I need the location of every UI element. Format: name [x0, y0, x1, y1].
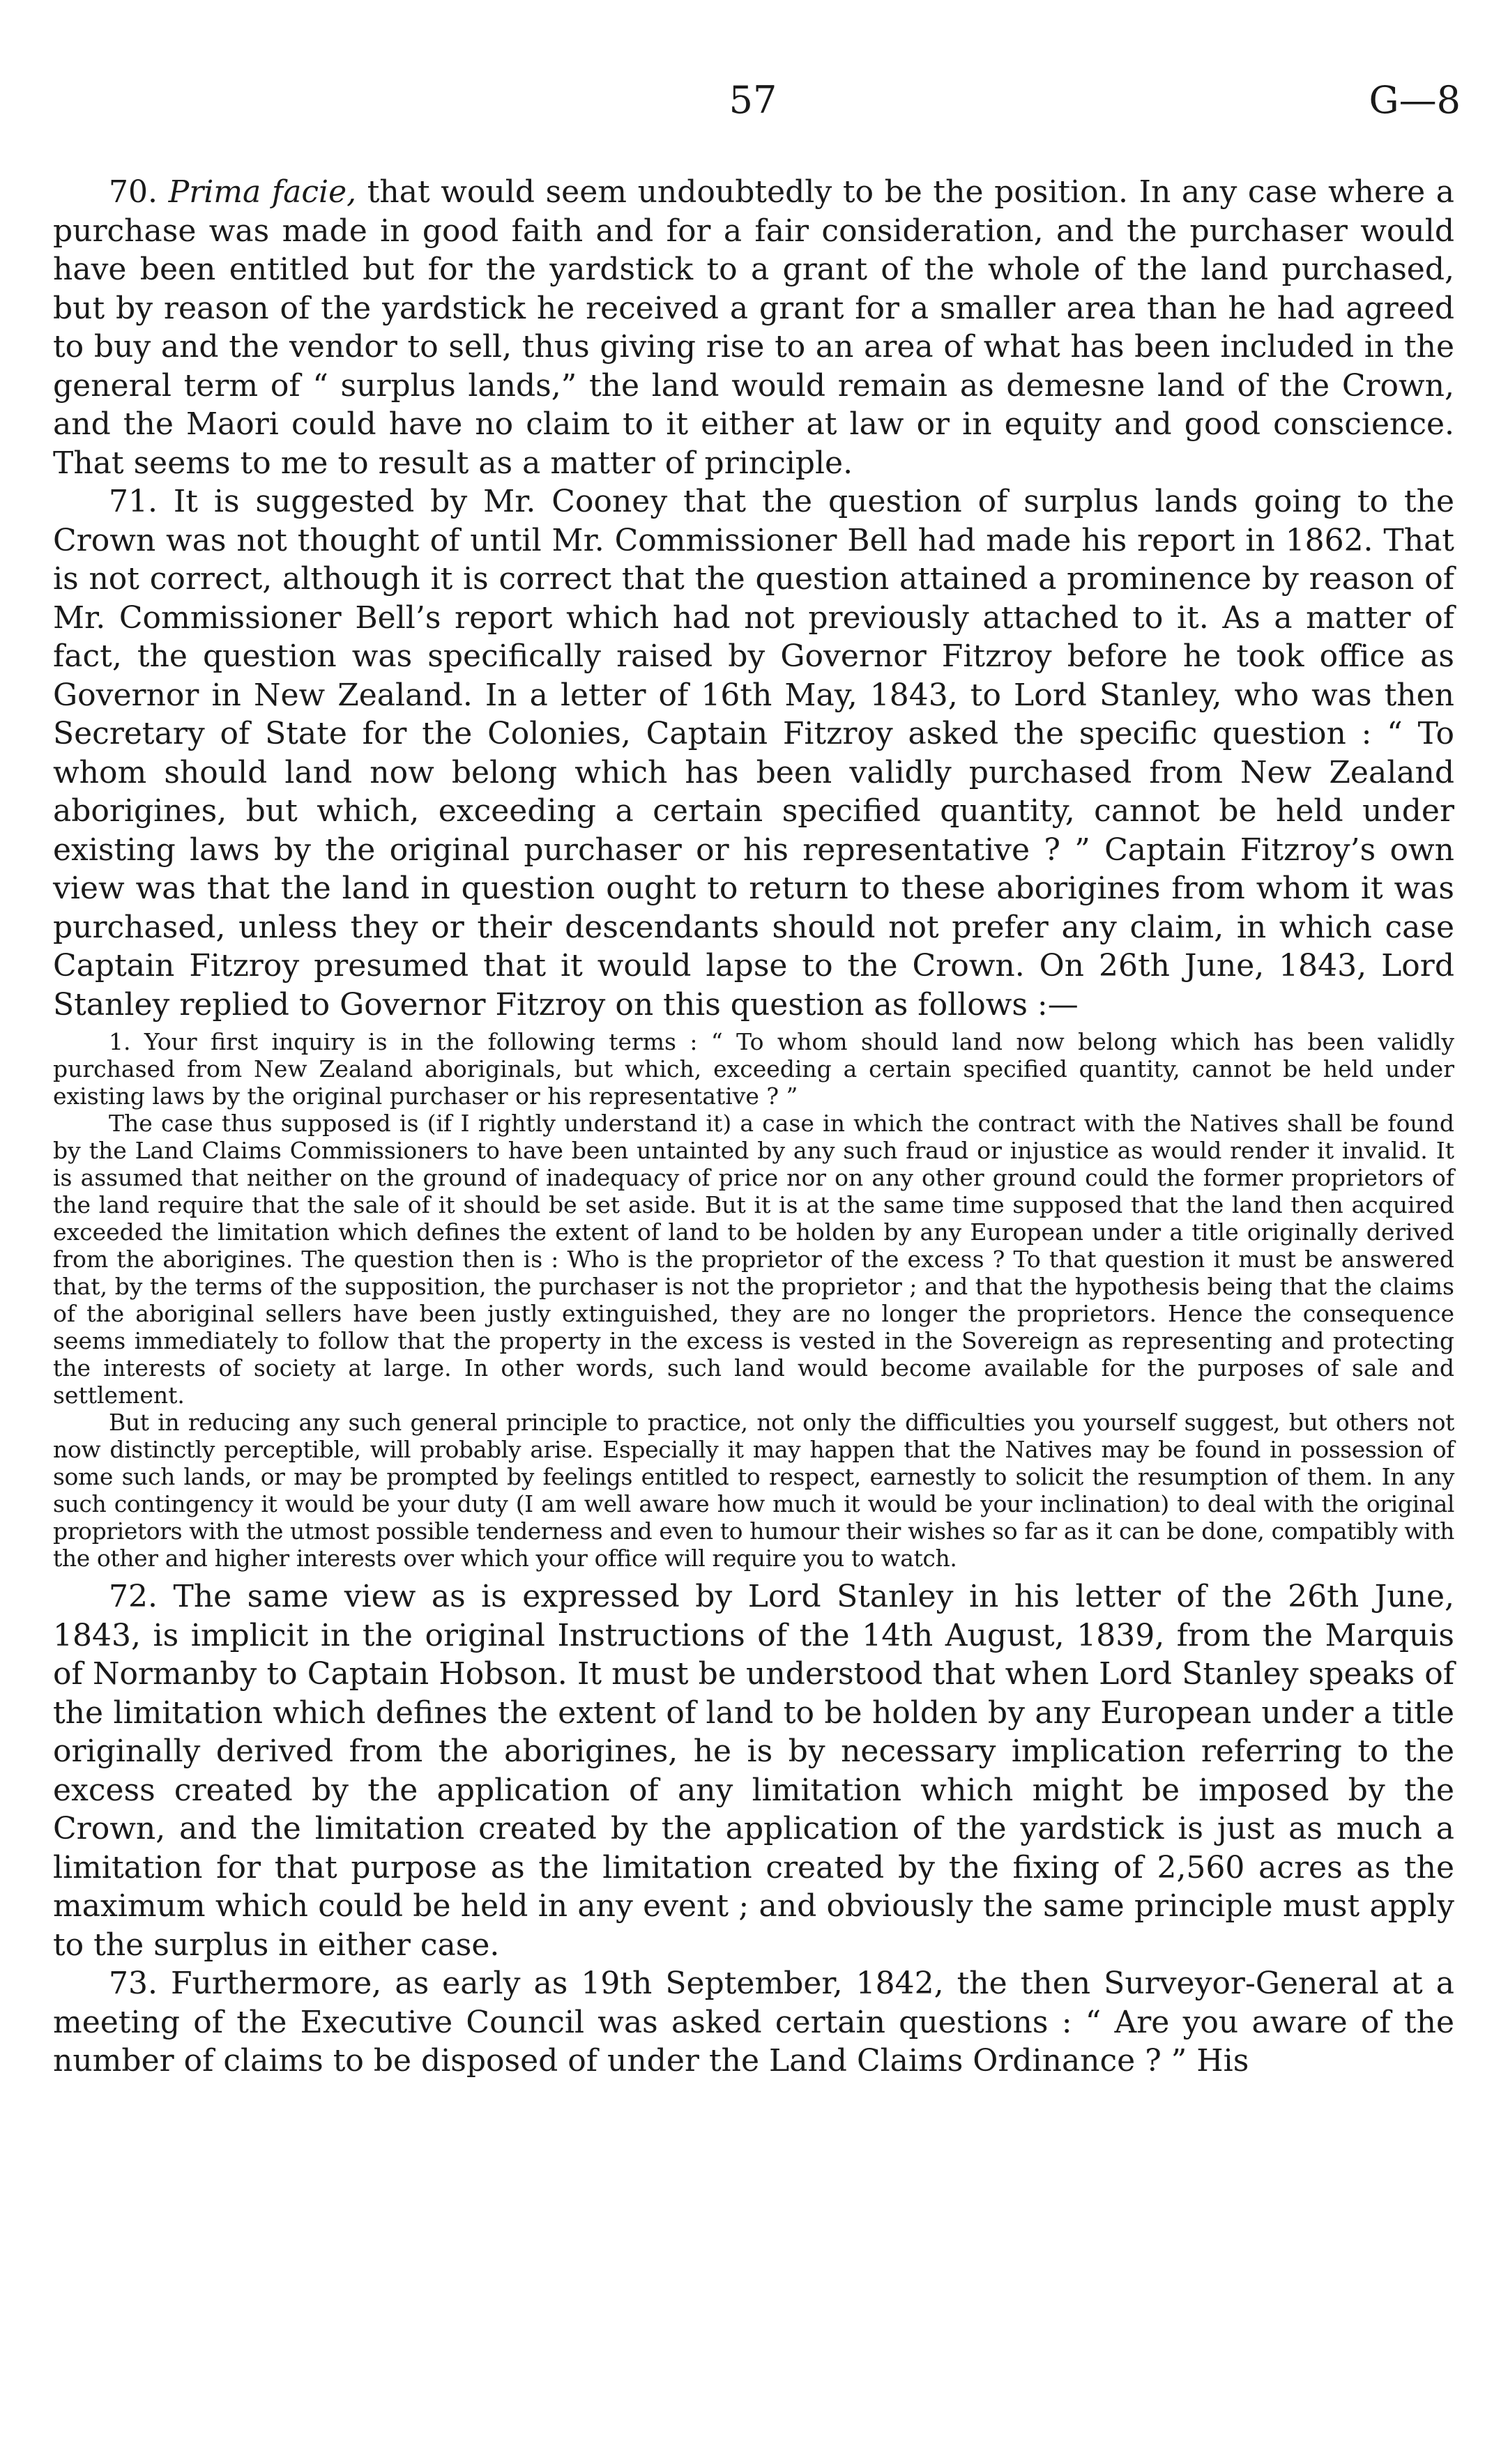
paragraph-text: The same view as is expressed by Lord Stanley in his letter of the 26th June, 1843, is implicit in the original Instructions of the 14th August, 1839, from the Marquis of Normanby to Captain Hobson. It must be understood that when Lord Stanley speaks of the limitation which defines the extent of land to be holden by any European under a title originally derived from the aborigines, he is by necessary implication referring to the excess created by the application of any limitation which might be imposed by the Crown, and the limitation created by the application of the yardstick is just as much a limitation for that purpose as the limitation created by the fixing of 2,560 acres as the maximum which could be held in any event ; and obviously the same principle must apply to the surplus in either case.	[53, 1579, 1454, 1963]
page-number: 57	[729, 78, 777, 122]
paragraph-73	[53, 1964, 1454, 2081]
document-reference: G—8	[1369, 78, 1461, 122]
quote-paragraph: The case thus supposed is (if I rightly understand it) a case in which the contract with the Natives shall be found by the Land Claims Commissioners to have been untainted by any such fraud or injustice as would render it invalid. It is assumed that neither on the ground of inadequacy of price nor on any other ground could the former proprietors of the land require that the sale of it should be set aside. But it is at the same time supposed that the land then acquired exceeded the limitation which defines the extent of land to be holden by any European under a title originally derived from the aborigines. The question then is : Who is the proprietor of the excess ? To that question it must be answered that, by the terms of the supposition, the purchaser is not the proprietor ; and that the hypothesis being that the claims of the aboriginal sellers have been justly extinguished, they are no longer the proprietors. Hence the consequence seems immediately to follow that the property in the excess is vested in the Sovereign as representing and protecting the interests of society at large. In other words, such land would become available for the purposes of sale and settlement.	[53, 1110, 1454, 1409]
paragraph-70	[53, 173, 1454, 482]
quote-paragraph: 1. Your first inquiry is in the following terms : “ To whom should land now belong which has been validly purchased from New Zealand aboriginals, but which, exceeding a certain specified quantity, cannot be held under existing laws by the original purchaser or his representative ? ”	[53, 1028, 1454, 1110]
paragraph-text: It is suggested by Mr. Cooney that the question of surplus lands going to the Crown was not thought of until Mr. Commissioner Bell had made his report in 1862. That is not correct, although it is correct that the question attained a prominence by reason of Mr. Commissioner Bell’s report which had not previously attached to it. As a matter of fact, the question was specifically raised by Governor Fitzroy before he took office as Governor in New Zealand. In a letter of 16th May, 1843, to Lord Stanley, who was then Secretary of State for the Colonies, Captain Fitzroy asked the specific question : “ To whom should land now belong which has been validly purchased from New Zealand aborigines, but which, exceeding a certain specified quantity, cannot be held under existing laws by the original purchaser or his representative ? ” Captain Fitzroy’s own view was that the land in question ought to return to these aborigines from whom it was purchased, unless they or their descendants should not prefer any claim, in which case Captain Fitzroy presumed that it would lapse to the Crown. On 26th June, 1843, Lord Stanley replied to Governor Fitzroy on this question as follows :—	[53, 484, 1454, 1023]
paragraph-text: Furthermore, as early as 19th September, 1842, the then Surveyor-General at a meeting of the Executive Council was asked certain questions : “ Are you aware of the number of claims to be disposed of under the Land Claims Ordinance ? ” His	[53, 1966, 1454, 2079]
body-text	[53, 173, 1454, 2081]
italic-lead: Prima facie,	[168, 174, 357, 210]
paragraph-72	[53, 1577, 1454, 1964]
paragraph-71	[53, 482, 1454, 1024]
paragraph-number: 71.	[109, 484, 158, 519]
page-header	[0, 78, 1508, 127]
paragraph-text: that would seem undoubtedly to be the position. In any case where a purchase was made in good faith and for a fair consideration, and the purchaser would have been entitled but for the yardstick to a grant of the whole of the land purchased, but by reason of the yardstick he received a grant for a smaller area than he had agreed to buy and the vendor to sell, thus giving rise to an area of what has been included in the general term of “ surplus lands,” the land would remain as demesne land of the Crown, and the Maori could have no claim to it either at law or in equity and good conscience. That seems to me to result as a matter of principle.	[53, 174, 1454, 481]
quote-paragraph: But in reducing any such general principle to practice, not only the difficulties you yourself suggest, but others not now distinctly perceptible, will probably arise. Especially it may happen that the Natives may be found in possession of some such lands, or may be prompted by feelings entitled to respect, earnestly to solicit the resumption of them. In any such contingency it would be your duty (I am well aware how much it would be your inclination) to deal with the original proprietors with the utmost possible tenderness and even to humour their wishes so far as it can be done, compatibly with the other and higher interests over which your office will require you to watch.	[53, 1409, 1454, 1572]
block-quote-stanley-letter	[53, 1028, 1454, 1572]
paragraph-number: 73.	[109, 1966, 158, 2001]
paragraph-number: 70.	[109, 174, 158, 210]
paragraph-number: 72.	[109, 1579, 158, 1614]
